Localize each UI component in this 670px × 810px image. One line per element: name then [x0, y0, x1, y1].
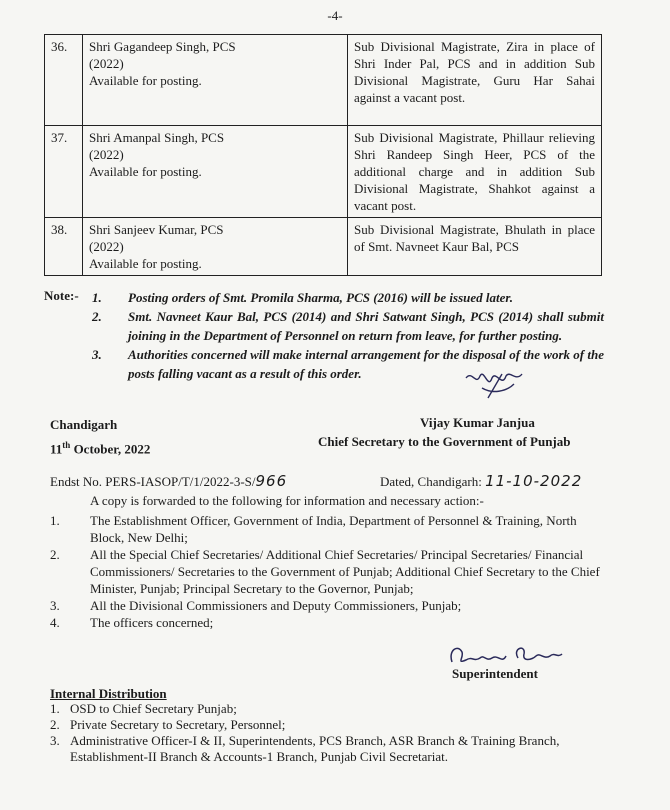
endorsement-date: [380, 472, 582, 490]
page-number: -4-: [327, 8, 343, 23]
note-text: Authorities concerned will make internal arrangement for the disposal of the work of the posts falling vacant as a result of this order.: [128, 347, 604, 381]
issue-place: Chandigarh: [50, 417, 118, 432]
officer-cell: [83, 126, 348, 218]
list-text: Administrative Officer-I & II, Superintendents, PCS Branch, ASR Branch & Training Branch, Establishment-II Branch & Accounts-1 Branch, Punjab Civil Secretariat.: [70, 733, 560, 764]
table-row: [45, 35, 602, 126]
note-item: [92, 288, 604, 307]
officer-cell: [83, 218, 348, 276]
row-number: 38.: [45, 218, 83, 276]
list-item: [50, 512, 605, 546]
issue-date-day: 11: [50, 441, 63, 457]
list-number: 3.: [50, 598, 60, 613]
posting-cell: Sub Divisional Magistrate, Bhulath in place of Smt. Navneet Kaur Bal, PCS: [348, 218, 602, 276]
list-item: [50, 733, 570, 765]
note-text: Posting orders of Smt. Promila Sharma, PCS (2016) will be issued later.: [128, 290, 513, 305]
officer-status: Available for posting.: [89, 256, 202, 271]
table-row: [45, 126, 602, 218]
list-item: [50, 701, 570, 717]
note-item: [92, 307, 604, 345]
internal-distribution-heading: Internal Distribution: [50, 686, 167, 701]
row-number: 36.: [45, 35, 83, 126]
list-number: 4.: [50, 615, 60, 630]
list-text: All the Special Chief Secretaries/ Additional Chief Secretaries/ Principal Secretaries/ Financial Commissioners/ Secretaries to the Government of Punjab; Additional Chief Secretary to the Chief Minister, Punjab; Principal Secretary to the Governor, Punjab;: [90, 547, 600, 596]
officer-name: Shri Amanpal Singh, PCS: [89, 130, 225, 145]
note-number: 3.: [92, 347, 102, 362]
list-text: Private Secretary to Secretary, Personnel;: [70, 717, 286, 732]
issue-place-date: [50, 415, 150, 459]
issue-date-suffix: th: [62, 440, 71, 450]
list-text: The officers concerned;: [90, 615, 214, 630]
list-number: 3.: [50, 733, 60, 748]
endorsement-handwritten: 966: [255, 472, 288, 490]
list-item: [50, 717, 570, 733]
list-number: 2.: [50, 717, 60, 732]
list-number: 1.: [50, 513, 60, 528]
note-label: Note:-: [44, 288, 79, 303]
officer-batch: (2022): [89, 56, 124, 71]
dated-handwritten: 11-10-2022: [485, 472, 583, 490]
copy-to-list: [50, 512, 605, 631]
list-number: 2.: [50, 547, 60, 562]
list-text: All the Divisional Commissioners and Deputy Commissioners, Punjab;: [90, 598, 462, 613]
row-number: 37.: [45, 126, 83, 218]
posting-cell: Sub Divisional Magistrate, Zira in place of Shri Inder Pal, PCS and in addition Sub Divisional Magistrate, Guru Har Sahai against a vacant post.: [348, 35, 602, 126]
chief-secretary-signature: [462, 368, 532, 402]
list-item: [50, 597, 605, 614]
officer-name: Shri Gagandeep Singh, PCS: [89, 39, 236, 54]
posting-cell: Sub Divisional Magistrate, Phillaur relieving Shri Randeep Singh Heer, PCS of the additional charge and in addition Sub Divisional Magistrate, Shahkot against a vacant post.: [348, 126, 602, 218]
officer-name: Shri Sanjeev Kumar, PCS: [89, 222, 224, 237]
list-item: [50, 546, 605, 597]
issue-date: [50, 435, 150, 459]
list-text: The Establishment Officer, Government of India, Department of Personnel & Training, North Block, New Delhi;: [90, 513, 577, 545]
officer-status: Available for posting.: [89, 73, 202, 88]
signatory-name: Vijay Kumar Janjua: [420, 415, 535, 430]
internal-distribution-list: [50, 701, 570, 765]
endorsement-prefix: Endst No. PERS-IASOP/T/1/2022-3-S/: [50, 474, 256, 489]
officer-batch: (2022): [89, 147, 124, 162]
officer-status: Available for posting.: [89, 164, 202, 179]
officer-batch: (2022): [89, 239, 124, 254]
list-number: 1.: [50, 701, 60, 716]
list-item: [50, 614, 605, 631]
note-number: 2.: [92, 309, 102, 324]
list-text: OSD to Chief Secretary Punjab;: [70, 701, 237, 716]
signatory-title: Chief Secretary to the Government of Punjab: [318, 434, 571, 449]
note-number: 1.: [92, 290, 102, 305]
dated-label: Dated, Chandigarh:: [380, 474, 482, 489]
table-row: [45, 218, 602, 276]
note-text: Smt. Navneet Kaur Bal, PCS (2014) and Shri Satwant Singh, PCS (2014) shall submit joining in the Department of Personnel on return from leave, for further posting.: [128, 309, 604, 343]
superintendent-title: Superintendent: [452, 666, 538, 681]
issue-date-rest: October, 2022: [70, 441, 151, 457]
postings-table: [44, 34, 602, 276]
officer-cell: [83, 35, 348, 126]
endorsement-number: [50, 472, 287, 490]
forward-text: A copy is forwarded to the following for information and necessary action:-: [90, 493, 484, 508]
